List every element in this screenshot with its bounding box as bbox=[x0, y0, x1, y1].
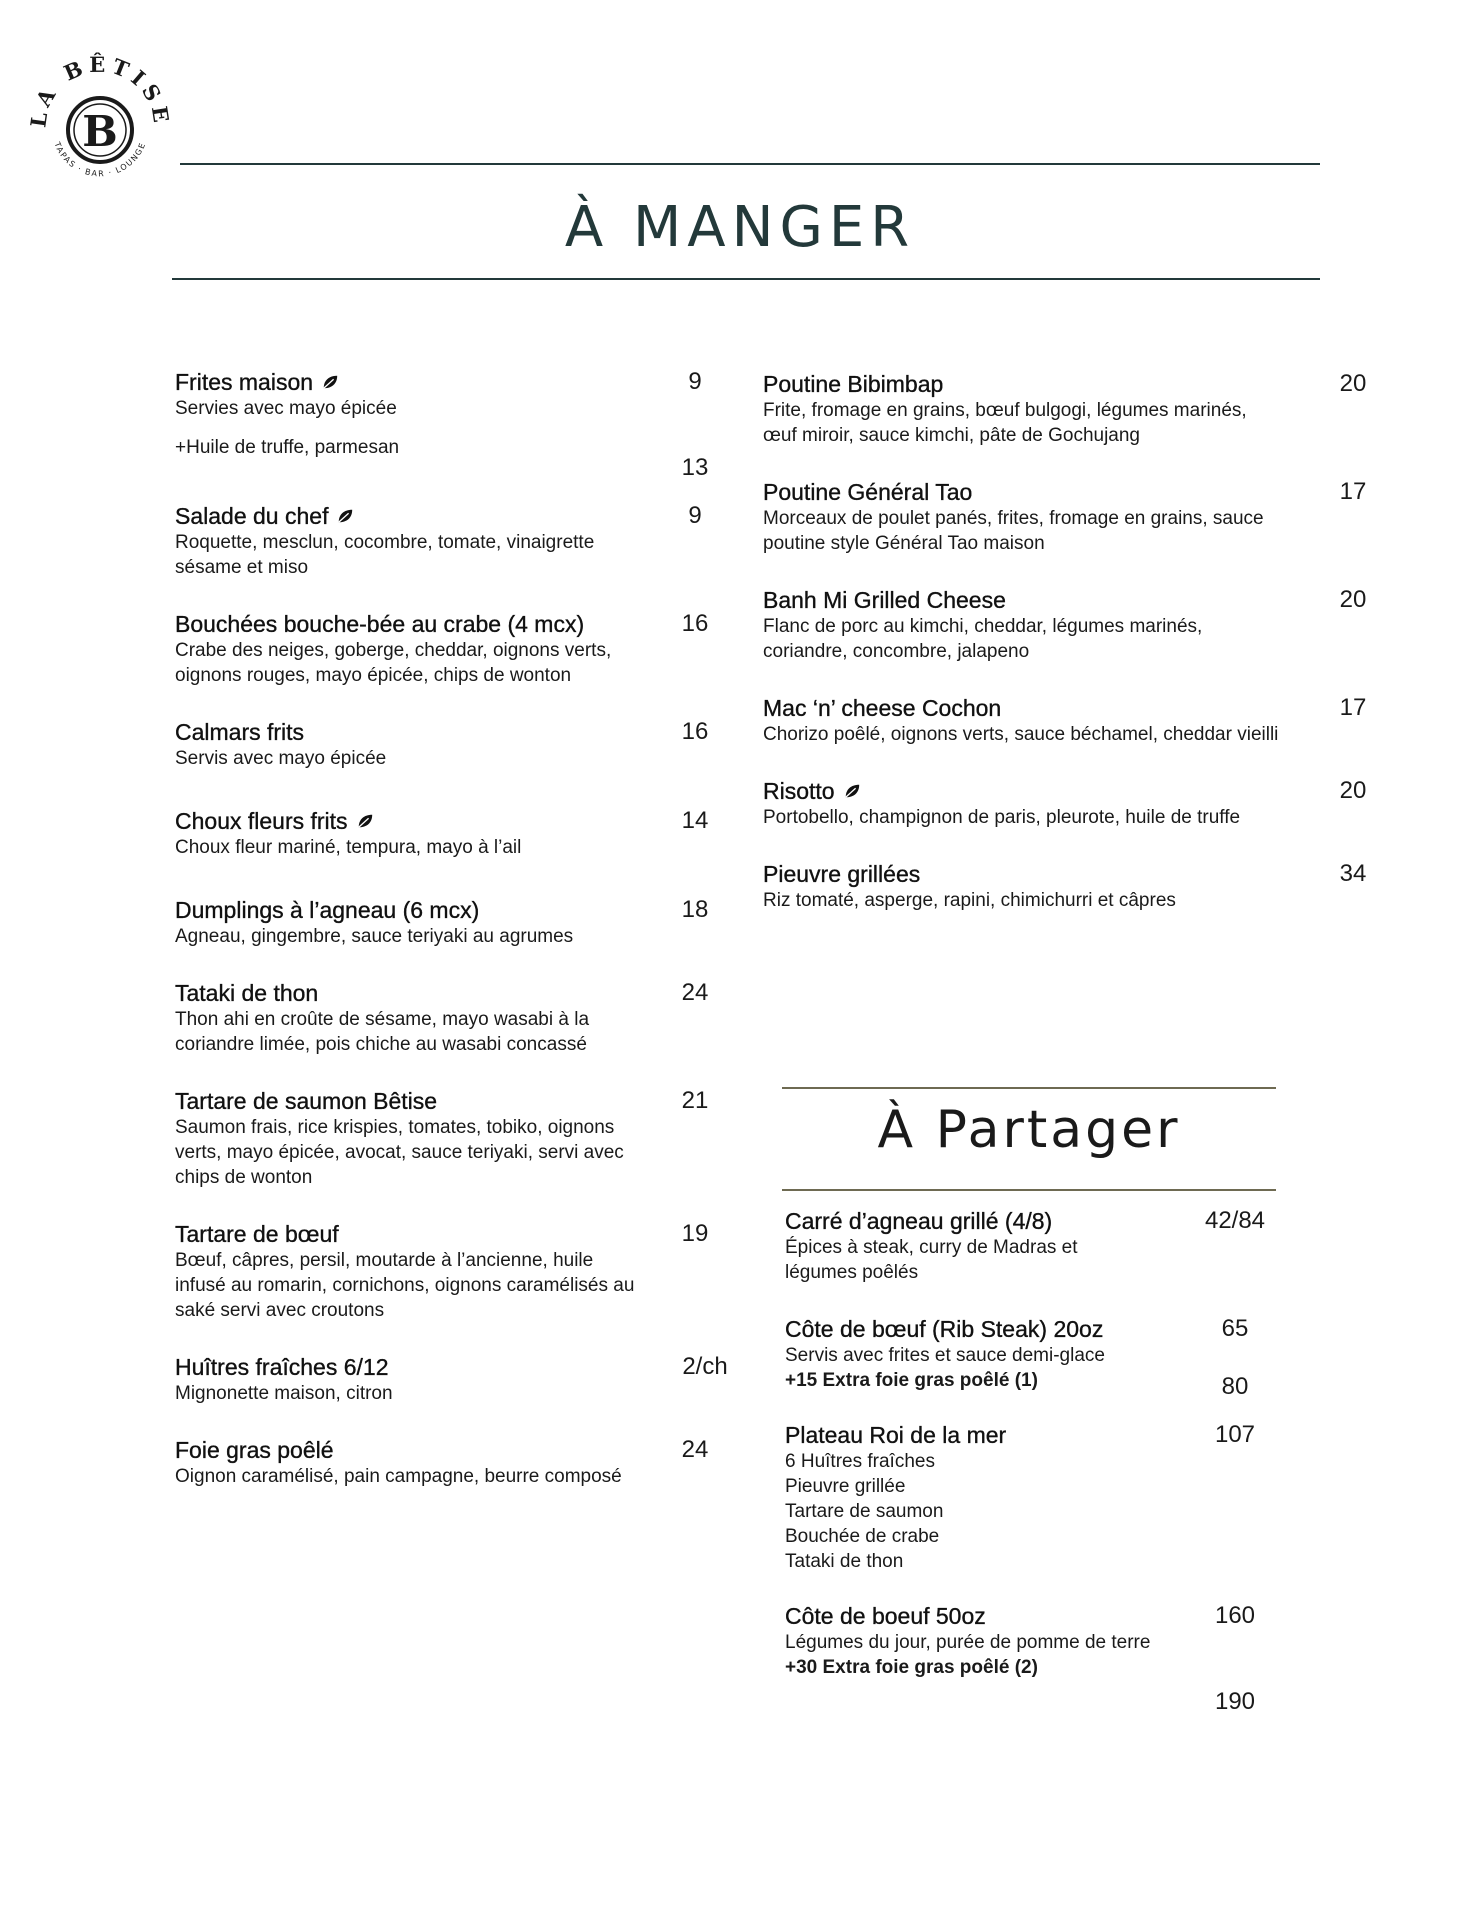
la-betise-logo bbox=[24, 50, 176, 202]
item-price: 21 bbox=[681, 1087, 709, 1114]
item-price: 24 bbox=[681, 979, 709, 1006]
item-name: Poutine Général Tao bbox=[763, 479, 973, 505]
item-extra: +15 Extra foie gras poêlé (1) bbox=[785, 1370, 1038, 1391]
item-price: 9 bbox=[688, 502, 702, 529]
menu-item bbox=[785, 1602, 1256, 1715]
item-name: Tartare de bœuf bbox=[175, 1221, 339, 1247]
item-price: 19 bbox=[681, 1220, 709, 1247]
item-description: Servis avec mayo épicée bbox=[175, 748, 387, 769]
item-name: Foie gras poêlé bbox=[175, 1437, 334, 1463]
leaf-icon bbox=[843, 782, 861, 800]
logo-brand-name: LA BÊTISE bbox=[25, 51, 175, 129]
leaf-icon bbox=[336, 507, 354, 525]
item-price: 65 bbox=[1221, 1315, 1249, 1342]
item-extra-price: 190 bbox=[1214, 1688, 1256, 1715]
title-bottom-rule bbox=[172, 278, 1320, 280]
item-description: Oignon caramélisé, pain campagne, beurre composé bbox=[175, 1466, 622, 1487]
item-name: Dumplings à l’agneau (6 mcx) bbox=[175, 897, 480, 923]
item-name: Calmars frits bbox=[175, 719, 305, 745]
item-extra-price: 13 bbox=[681, 454, 709, 481]
item-price: 20 bbox=[1339, 586, 1367, 613]
menu-item bbox=[763, 777, 1367, 830]
item-price: 2/ch bbox=[682, 1353, 728, 1380]
item-description-line: Pieuvre grillée bbox=[785, 1476, 906, 1497]
share-column bbox=[785, 1207, 1266, 1715]
menu-item bbox=[175, 1220, 709, 1323]
item-name: Poutine Bibimbap bbox=[763, 371, 944, 397]
item-name: Salade du chef bbox=[175, 502, 354, 530]
item-extra: +Huile de truffe, parmesan bbox=[175, 437, 400, 458]
item-description: Légumes du jour, purée de pomme de terre bbox=[785, 1632, 1151, 1653]
item-price: 16 bbox=[681, 718, 709, 745]
menu-item bbox=[175, 1436, 709, 1489]
menu-item bbox=[785, 1315, 1249, 1400]
logo-monogram: B bbox=[82, 107, 118, 156]
menu-item bbox=[763, 860, 1367, 913]
share-title: À Partager bbox=[877, 1100, 1181, 1160]
item-description: Crabe des neiges, goberge, cheddar, oignons verts, oignons rouges, mayo épicée, chips de wonton bbox=[175, 640, 612, 686]
logo-tagline: TAPAS · BAR · LOUNGE bbox=[52, 140, 148, 179]
share-bottom-rule bbox=[782, 1189, 1276, 1191]
item-price: 160 bbox=[1214, 1602, 1256, 1629]
menu-item bbox=[175, 896, 709, 949]
menu-item bbox=[175, 368, 709, 481]
item-description: Bœuf, câpres, persil, moutarde à l’ancienne, huile infusé au romarin, cornichons, oignons caramélisés au saké servi avec croutons bbox=[175, 1250, 635, 1321]
menu-item bbox=[785, 1207, 1266, 1285]
item-description: Choux fleur mariné, tempura, mayo à l’ail bbox=[175, 837, 522, 858]
item-description: Thon ahi en croûte de sésame, mayo wasabi à la coriandre limée, pois chiche au wasabi concassé bbox=[175, 1009, 590, 1055]
item-description-line: Tataki de thon bbox=[785, 1551, 904, 1572]
item-name: Risotto bbox=[763, 777, 861, 805]
item-description: Portobello, champignon de paris, pleurote, huile de truffe bbox=[763, 807, 1241, 828]
item-price: 18 bbox=[681, 896, 709, 923]
menu-item bbox=[763, 370, 1367, 448]
item-name: Tartare de saumon Bêtise bbox=[175, 1088, 438, 1114]
item-description: Servies avec mayo épicée bbox=[175, 398, 397, 419]
menu-item bbox=[175, 502, 702, 580]
item-description-line: Tartare de saumon bbox=[785, 1501, 944, 1522]
item-price: 42/84 bbox=[1204, 1207, 1266, 1234]
menu-item bbox=[175, 979, 709, 1057]
item-description: Riz tomaté, asperge, rapini, chimichurri et câpres bbox=[763, 890, 1176, 911]
item-name: Frites maison bbox=[175, 368, 339, 396]
leaf-icon bbox=[356, 812, 374, 830]
leaf-icon bbox=[321, 373, 339, 391]
item-name: Banh Mi Grilled Cheese bbox=[763, 587, 1006, 613]
item-price: 17 bbox=[1339, 694, 1367, 721]
item-price: 107 bbox=[1214, 1421, 1256, 1448]
menu-item bbox=[175, 1353, 728, 1406]
item-description: Agneau, gingembre, sauce teriyaki au agrumes bbox=[175, 926, 574, 947]
left-column bbox=[175, 368, 728, 1489]
item-name: Bouchées bouche-bée au crabe (4 mcx) bbox=[175, 611, 585, 637]
item-extra: +30 Extra foie gras poêlé (2) bbox=[785, 1657, 1038, 1678]
share-top-rule bbox=[782, 1087, 1276, 1089]
menu-item bbox=[175, 610, 709, 688]
menu-item bbox=[763, 478, 1367, 556]
menu-item bbox=[785, 1421, 1256, 1574]
item-price: 16 bbox=[681, 610, 709, 637]
item-price: 20 bbox=[1339, 777, 1367, 804]
menu-item bbox=[763, 586, 1367, 664]
item-description: Flanc de porc au kimchi, cheddar, légumes marinés, coriandre, concombre, jalapeno bbox=[763, 616, 1203, 662]
item-name: Côte de bœuf (Rib Steak) 20oz bbox=[785, 1316, 1104, 1342]
item-price: 14 bbox=[681, 807, 709, 834]
right-column bbox=[763, 370, 1367, 913]
item-description: Mignonette maison, citron bbox=[175, 1383, 393, 1404]
item-description: Épices à steak, curry de Madras et légumes poêlés bbox=[785, 1237, 1078, 1283]
menu-item bbox=[175, 807, 709, 860]
item-description: Morceaux de poulet panés, frites, fromage en grains, sauce poutine style Général Tao maison bbox=[763, 508, 1264, 554]
item-description: Chorizo poêlé, oignons verts, sauce béchamel, cheddar vieilli bbox=[763, 724, 1279, 745]
item-description-line: Bouchée de crabe bbox=[785, 1526, 940, 1547]
item-price: 34 bbox=[1339, 860, 1367, 887]
item-name: Mac ‘n’ cheese Cochon bbox=[763, 695, 1002, 721]
item-name: Pieuvre grillées bbox=[763, 861, 921, 887]
item-price: 9 bbox=[688, 368, 702, 395]
item-name: Plateau Roi de la mer bbox=[785, 1422, 1007, 1448]
menu-item bbox=[175, 1087, 709, 1190]
item-name: Côte de boeuf 50oz bbox=[785, 1603, 986, 1629]
item-price: 20 bbox=[1339, 370, 1367, 397]
item-price: 17 bbox=[1339, 478, 1367, 505]
item-description: Frite, fromage en grains, bœuf bulgogi, légumes marinés, œuf miroir, sauce kimchi, pâte de Gochujang bbox=[763, 400, 1247, 446]
item-description-line: 6 Huîtres fraîches bbox=[785, 1451, 935, 1472]
item-description: Roquette, mesclun, cocombre, tomate, vinaigrette sésame et miso bbox=[175, 532, 595, 578]
item-extra-price: 80 bbox=[1221, 1373, 1249, 1400]
item-name: Huîtres fraîches 6/12 bbox=[175, 1354, 389, 1380]
menu-item bbox=[175, 718, 709, 771]
item-price: 24 bbox=[681, 1436, 709, 1463]
item-name: Carré d’agneau grillé (4/8) bbox=[785, 1208, 1053, 1234]
item-name: Tataki de thon bbox=[175, 980, 319, 1006]
item-description: Servis avec frites et sauce demi-glace bbox=[785, 1345, 1105, 1366]
menu-item bbox=[763, 694, 1367, 747]
main-title: À MANGER bbox=[564, 195, 916, 260]
item-description: Saumon frais, rice krispies, tomates, tobiko, oignons verts, mayo épicée, avocat, sauce teriyaki, servi avec chips de wonton bbox=[175, 1117, 624, 1188]
top-rule bbox=[180, 163, 1320, 165]
item-name: Choux fleurs frits bbox=[175, 807, 374, 835]
